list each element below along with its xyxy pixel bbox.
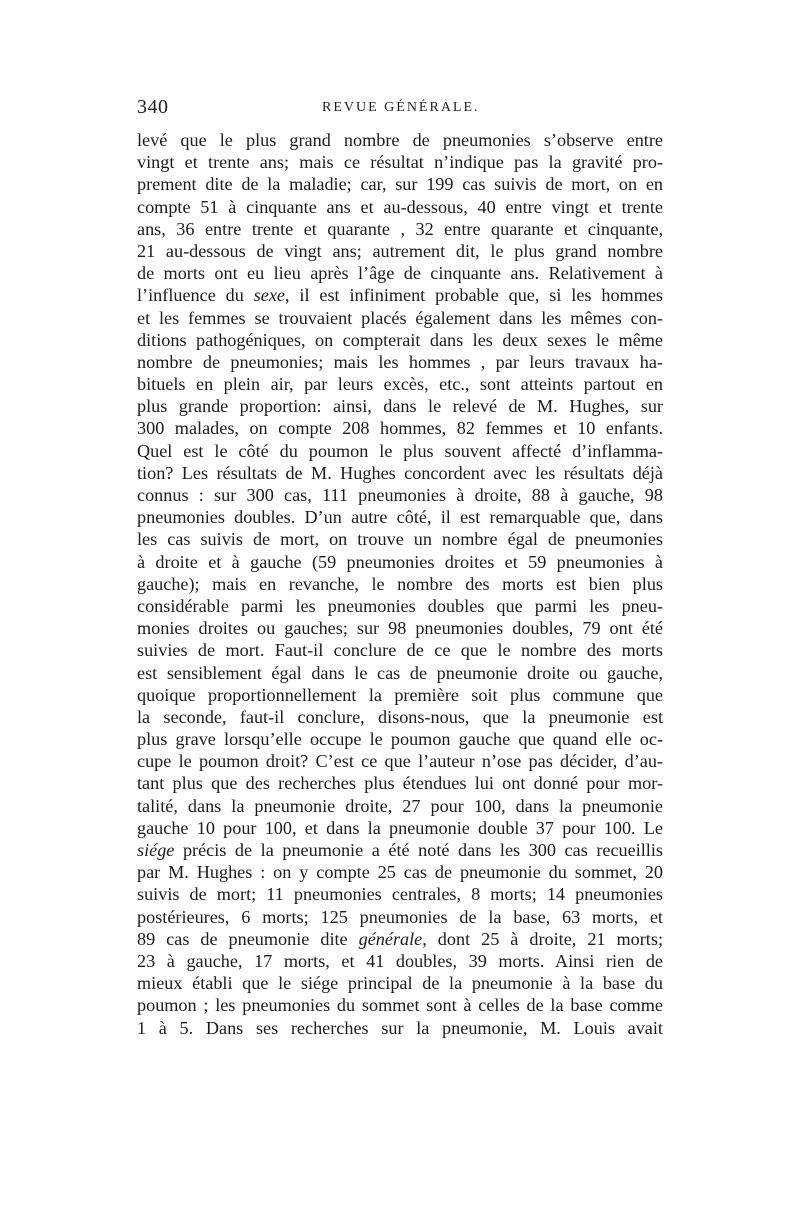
text-line: l’influence du sexe, il est infiniment probable que, si les hommes [137,285,663,306]
text-line: Quel est le côté du poumon le plus souvent affecté d’inflamma- [137,440,663,461]
text-line: 89 cas de pneumonie dite générale, dont 25 à droite, 21 morts; [137,928,663,949]
text-line: pneumonies doubles. D’un autre côté, il est remarquable que, dans [137,507,663,528]
text-line: nombre de pneumonies; mais les hommes , par leurs travaux ha- [137,351,663,372]
text-line: 1 à 5. Dans ses recherches sur la pneumonie, M. Louis avait [137,1017,663,1038]
text-line: et les femmes se trouvaient placés également dans les mêmes con- [137,307,663,328]
text-line: talité, dans la pneumonie droite, 27 pour 100, dans la pneumonie [137,795,663,816]
text-line: ans, 36 entre trente et quarante , 32 entre quarante et cinquante, [137,218,663,239]
text-line: suivis de mort; 11 pneumonies centrales, 8 morts; 14 pneumonies [137,884,663,905]
text-line: ditions pathogéniques, on compterait dans les deux sexes le même [137,329,663,350]
page-header [137,96,663,120]
text-line: monies droites ou gauches; sur 98 pneumonies doubles, 79 ont été [137,618,663,639]
text-line: par M. Hughes : on y compte 25 cas de pneumonie du sommet, 20 [137,862,663,883]
text-line: à droite et à gauche (59 pneumonies droites et 59 pneumonies à [137,551,663,572]
text-line: gauche); mais en revanche, le nombre des morts est bien plus [137,573,663,594]
text-line: plus grave lorsqu’elle occupe le poumon gauche que quand elle oc- [137,729,663,750]
text-line: siége précis de la pneumonie a été noté dans les 300 cas recueillis [137,840,663,860]
running-title: REVUE GÉNÉRALE. [322,100,480,115]
text-line: cupe le poumon droit? C’est ce que l’auteur n’ose pas décider, d’au- [137,751,663,772]
text-line: prement dite de la maladie; car, sur 199 cas suivis de mort, on en [137,174,663,195]
page-number: 340 [137,96,169,118]
text-line: est sensiblement égal dans le cas de pneumonie droite ou gauche, [137,662,663,683]
text-line: de morts ont eu lieu après l’âge de cinquante ans. Relativement à [137,263,663,284]
text-line: plus grande proportion: ainsi, dans le relevé de M. Hughes, sur [137,396,663,417]
text-line: considérable parmi les pneumonies doubles que parmi les pneu- [137,595,663,616]
text-line: bituels en plein air, par leurs excès, etc., sont atteints partout en [137,374,663,395]
italic-term: sexe [253,285,285,306]
italic-term: générale [358,928,423,949]
text-line: connus : sur 300 cas, 111 pneumonies à droite, 88 à gauche, 98 [137,485,663,505]
text-line: suivies de mort. Faut-il conclure de ce que le nombre des morts [137,640,663,661]
text-line: 300 malades, on compte 208 hommes, 82 femmes et 10 enfants. [137,418,663,439]
text-line: gauche 10 pour 100, et dans la pneumonie double 37 pour 100. Le [137,817,663,838]
text-line: la seconde, faut-il conclure, disons-nous, que la pneumonie est [137,706,663,727]
text-line: levé que le plus grand nombre de pneumonies s’observe entre [137,130,663,150]
text-line: vingt et trente ans; mais ce résultat n’indique pas la gravité pro- [137,152,663,173]
text-line: compte 51 à cinquante ans et au-dessous, 40 entre vingt et trente [137,196,663,217]
text-line: 21 au-dessous de vingt ans; autrement dit, le plus grand nombre [137,240,663,261]
text-line: quoique proportionnellement la première soit plus commune que [137,684,663,705]
text-line: tant plus que des recherches plus étendues lui ont donné pour mor- [137,773,663,794]
text-line: postérieures, 6 morts; 125 pneumonies de la base, 63 morts, et [137,906,663,927]
italic-term: siége [137,840,175,860]
text-line: les cas suivis de mort, on trouve un nombre égal de pneumonies [137,529,663,550]
text-line: mieux établi que le siége principal de la pneumonie à la base du [137,973,663,994]
text-line: tion? Les résultats de M. Hughes concordent avec les résultats déjà [137,462,663,483]
text-line: 23 à gauche, 17 morts, et 41 doubles, 39 morts. Ainsi rien de [137,950,663,971]
body-text [137,129,663,1039]
text-line: poumon ; les pneumonies du sommet sont à celles de la base comme [137,995,663,1016]
